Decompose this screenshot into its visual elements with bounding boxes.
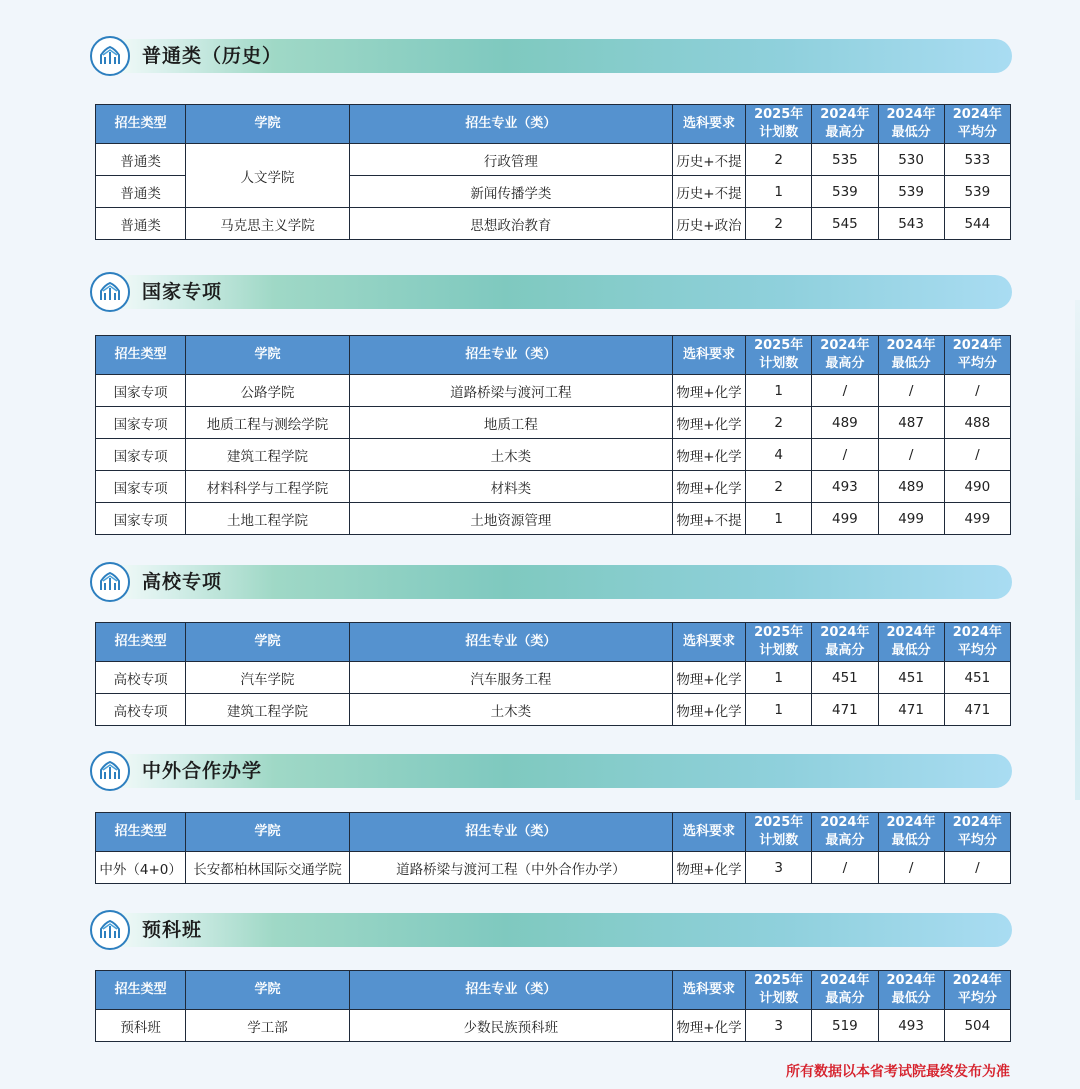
table-row [96, 662, 1011, 694]
cell-min: / [878, 852, 944, 884]
header-plan: 2025年 计划数 [746, 336, 812, 375]
section-banner [90, 275, 1012, 309]
table-row [96, 407, 1011, 439]
table-row [96, 852, 1011, 884]
section-4 [88, 754, 1012, 878]
header-min: 2024年 最低分 [878, 336, 944, 375]
cell-subjects: 物理+化学 [672, 471, 745, 503]
cell-min: / [878, 375, 944, 407]
header-subjects: 选科要求 [672, 336, 745, 375]
cell-college: 长安都柏林国际交通学院 [186, 852, 350, 884]
cell-avg: 539 [944, 176, 1010, 208]
cell-major: 道路桥梁与渡河工程 [349, 375, 672, 407]
header-college: 学院 [186, 336, 350, 375]
header-max: 2024年 最高分 [812, 105, 878, 144]
cell-max: / [812, 439, 878, 471]
cell-subjects: 物理+化学 [672, 694, 745, 726]
cell-avg: 504 [944, 1010, 1010, 1042]
cell-type: 国家专项 [96, 407, 186, 439]
header-type: 招生类型 [96, 971, 186, 1010]
cell-type: 中外（4+0） [96, 852, 186, 884]
cell-max: / [812, 375, 878, 407]
header-subjects: 选科要求 [672, 623, 745, 662]
section-title: 中外合作办学 [142, 760, 263, 782]
table-header-row [96, 336, 1011, 375]
header-college: 学院 [186, 813, 350, 852]
header-major: 招生专业（类） [349, 336, 672, 375]
table-row [96, 471, 1011, 503]
cell-subjects: 历史+不提 [672, 144, 745, 176]
cell-avg: 490 [944, 471, 1010, 503]
header-min: 2024年 最低分 [878, 971, 944, 1010]
cell-major: 土木类 [349, 439, 672, 471]
university-logo-icon [90, 910, 130, 950]
header-max: 2024年 最高分 [812, 971, 878, 1010]
header-max: 2024年 最高分 [812, 623, 878, 662]
university-logo-icon [90, 272, 130, 312]
cell-avg: / [944, 852, 1010, 884]
cell-type: 高校专项 [96, 694, 186, 726]
header-college: 学院 [186, 105, 350, 144]
cell-college: 土地工程学院 [186, 503, 350, 535]
header-avg: 2024年 平均分 [944, 813, 1010, 852]
cell-subjects: 物理+化学 [672, 407, 745, 439]
header-subjects: 选科要求 [672, 971, 745, 1010]
cell-max: 539 [812, 176, 878, 208]
cell-avg: 499 [944, 503, 1010, 535]
cell-min: 499 [878, 503, 944, 535]
cell-type: 普通类 [96, 144, 186, 176]
cell-college: 建筑工程学院 [186, 439, 350, 471]
header-major: 招生专业（类） [349, 623, 672, 662]
header-major: 招生专业（类） [349, 813, 672, 852]
cell-avg: 533 [944, 144, 1010, 176]
cell-max: 535 [812, 144, 878, 176]
university-logo-icon [90, 36, 130, 76]
cell-subjects: 物理+化学 [672, 662, 745, 694]
cell-avg: 544 [944, 208, 1010, 240]
cell-max: 489 [812, 407, 878, 439]
cell-avg: / [944, 439, 1010, 471]
cell-major: 土木类 [349, 694, 672, 726]
cell-major: 新闻传播学类 [349, 176, 672, 208]
header-avg: 2024年 平均分 [944, 105, 1010, 144]
cell-min: 543 [878, 208, 944, 240]
cell-avg: / [944, 375, 1010, 407]
header-avg: 2024年 平均分 [944, 336, 1010, 375]
header-subjects: 选科要求 [672, 105, 745, 144]
header-type: 招生类型 [96, 813, 186, 852]
section-banner [90, 39, 1012, 73]
header-max: 2024年 最高分 [812, 336, 878, 375]
cell-min: 471 [878, 694, 944, 726]
university-logo-icon [90, 751, 130, 791]
cell-major: 汽车服务工程 [349, 662, 672, 694]
cell-subjects: 物理+化学 [672, 1010, 745, 1042]
cell-plan: 1 [746, 176, 812, 208]
section-3 [88, 565, 1012, 720]
cell-major: 土地资源管理 [349, 503, 672, 535]
header-min: 2024年 最低分 [878, 813, 944, 852]
header-max: 2024年 最高分 [812, 813, 878, 852]
cell-max: 493 [812, 471, 878, 503]
cell-major: 材料类 [349, 471, 672, 503]
cell-min: 539 [878, 176, 944, 208]
section-1 [88, 39, 1012, 234]
cell-plan: 1 [746, 694, 812, 726]
table-row [96, 694, 1011, 726]
header-min: 2024年 最低分 [878, 623, 944, 662]
header-min: 2024年 最低分 [878, 105, 944, 144]
cell-major: 少数民族预科班 [349, 1010, 672, 1042]
header-major: 招生专业（类） [349, 105, 672, 144]
cell-min: 493 [878, 1010, 944, 1042]
table-row [96, 1010, 1011, 1042]
header-type: 招生类型 [96, 105, 186, 144]
cell-plan: 1 [746, 375, 812, 407]
header-plan: 2025年 计划数 [746, 623, 812, 662]
cell-college: 建筑工程学院 [186, 694, 350, 726]
table-row [96, 503, 1011, 535]
header-college: 学院 [186, 623, 350, 662]
section-banner [90, 754, 1012, 788]
cell-type: 高校专项 [96, 662, 186, 694]
cell-max: 471 [812, 694, 878, 726]
section-title: 高校专项 [142, 571, 223, 593]
cell-college: 公路学院 [186, 375, 350, 407]
section-5 [88, 913, 1012, 1036]
cell-type: 国家专项 [96, 439, 186, 471]
cell-avg: 488 [944, 407, 1010, 439]
cell-type: 预科班 [96, 1010, 186, 1042]
cell-type: 国家专项 [96, 375, 186, 407]
cell-subjects: 物理+化学 [672, 852, 745, 884]
table-row [96, 144, 1011, 176]
header-avg: 2024年 平均分 [944, 623, 1010, 662]
cell-plan: 4 [746, 439, 812, 471]
cell-plan: 3 [746, 852, 812, 884]
table-row [96, 439, 1011, 471]
admission-table [95, 335, 1011, 535]
cell-plan: 2 [746, 407, 812, 439]
cell-min: 530 [878, 144, 944, 176]
header-major: 招生专业（类） [349, 971, 672, 1010]
cell-college: 学工部 [186, 1010, 350, 1042]
table-row [96, 375, 1011, 407]
footnote: 所有数据以本省考试院最终发布为准 [786, 1064, 1010, 1080]
cell-college: 地质工程与测绘学院 [186, 407, 350, 439]
edge-decoration [1075, 300, 1080, 800]
header-avg: 2024年 平均分 [944, 971, 1010, 1010]
admission-table [95, 622, 1011, 726]
cell-major: 地质工程 [349, 407, 672, 439]
cell-major: 道路桥梁与渡河工程（中外合作办学） [349, 852, 672, 884]
cell-type: 国家专项 [96, 503, 186, 535]
section-title: 普通类（历史） [142, 45, 283, 67]
cell-college: 材料科学与工程学院 [186, 471, 350, 503]
cell-college: 汽车学院 [186, 662, 350, 694]
cell-subjects: 物理+化学 [672, 439, 745, 471]
cell-avg: 471 [944, 694, 1010, 726]
cell-min: 487 [878, 407, 944, 439]
cell-type: 普通类 [96, 176, 186, 208]
cell-type: 国家专项 [96, 471, 186, 503]
cell-plan: 1 [746, 662, 812, 694]
header-plan: 2025年 计划数 [746, 971, 812, 1010]
cell-subjects: 物理+化学 [672, 375, 745, 407]
header-college: 学院 [186, 971, 350, 1010]
cell-major: 思想政治教育 [349, 208, 672, 240]
university-logo-icon [90, 562, 130, 602]
cell-plan: 2 [746, 471, 812, 503]
cell-type: 普通类 [96, 208, 186, 240]
section-2 [88, 275, 1012, 529]
header-plan: 2025年 计划数 [746, 813, 812, 852]
section-banner [90, 913, 1012, 947]
table-header-row [96, 813, 1011, 852]
cell-max: 545 [812, 208, 878, 240]
cell-subjects: 历史+政治 [672, 208, 745, 240]
cell-subjects: 历史+不提 [672, 176, 745, 208]
cell-min: / [878, 439, 944, 471]
cell-major: 行政管理 [349, 144, 672, 176]
admission-table [95, 970, 1011, 1042]
header-plan: 2025年 计划数 [746, 105, 812, 144]
cell-max: 519 [812, 1010, 878, 1042]
admission-table [95, 104, 1011, 240]
cell-college: 人文学院 [186, 144, 350, 208]
table-header-row [96, 105, 1011, 144]
cell-plan: 1 [746, 503, 812, 535]
header-type: 招生类型 [96, 623, 186, 662]
cell-max: 499 [812, 503, 878, 535]
cell-min: 489 [878, 471, 944, 503]
section-title: 预科班 [142, 919, 203, 941]
header-type: 招生类型 [96, 336, 186, 375]
table-header-row [96, 971, 1011, 1010]
cell-plan: 3 [746, 1010, 812, 1042]
admission-table [95, 812, 1011, 884]
cell-avg: 451 [944, 662, 1010, 694]
cell-plan: 2 [746, 208, 812, 240]
table-header-row [96, 623, 1011, 662]
cell-max: 451 [812, 662, 878, 694]
cell-subjects: 物理+不提 [672, 503, 745, 535]
cell-college: 马克思主义学院 [186, 208, 350, 240]
section-title: 国家专项 [142, 281, 223, 303]
cell-max: / [812, 852, 878, 884]
cell-min: 451 [878, 662, 944, 694]
header-subjects: 选科要求 [672, 813, 745, 852]
table-row [96, 208, 1011, 240]
cell-plan: 2 [746, 144, 812, 176]
section-banner [90, 565, 1012, 599]
